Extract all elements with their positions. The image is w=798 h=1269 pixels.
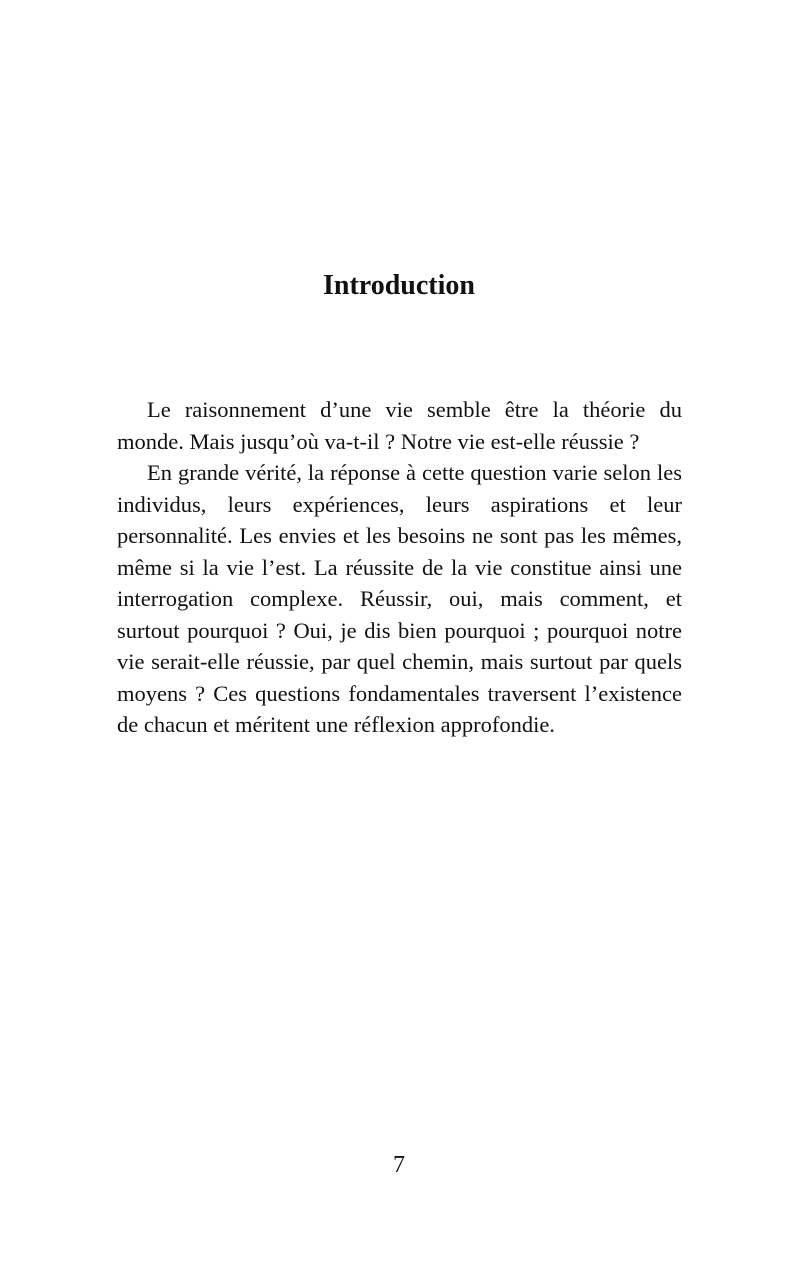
page-number: 7 (393, 1152, 405, 1178)
chapter-title: Introduction (323, 270, 475, 301)
paragraph-2: En grande vérité, la réponse à cette question varie selon les individus, leurs expériences, leurs aspirations et leur personnalité. Les envies et les besoins ne sont pas les mêmes, même si la vie l’est. La réussite de la vie constitue ainsi une interrogation complexe. Réussir, oui, mais comment, et surtout pourquoi ? Oui, je dis bien pourquoi ; pourquoi notre vie serait-elle réussie, par quel chemin, mais surtout par quels moyens ? Ces questions fondamentales traversent l’existence de chacun et méritent une réflexion approfondie. (117, 460, 682, 737)
chapter-body (117, 394, 682, 741)
paragraph-1: Le raisonnement d’une vie semble être la théorie du monde. Mais jusqu’où va-t-il ? Notre vie est-elle réussie ? (117, 397, 682, 454)
